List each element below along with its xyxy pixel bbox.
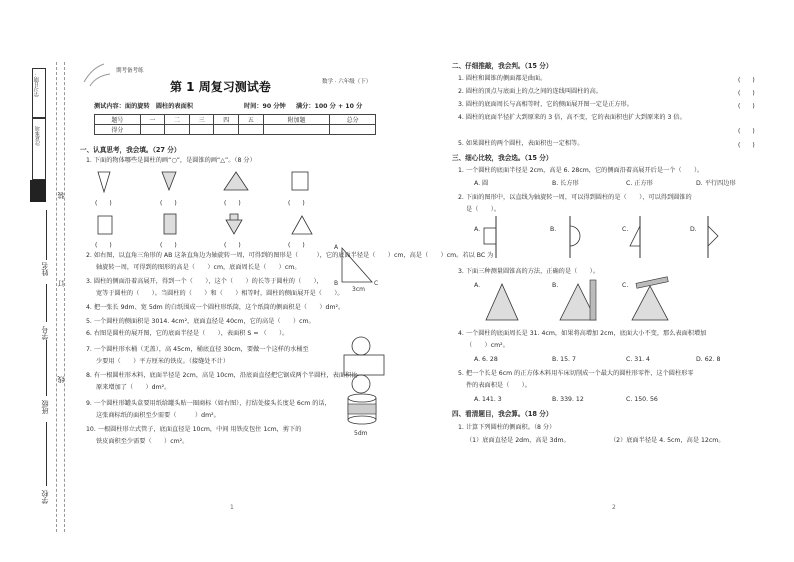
choice-5-opt-b: B. 339. 12	[552, 396, 584, 403]
choice-4-opt-a: A. 6. 28	[474, 356, 498, 363]
fig-label-3cm: 3cm	[352, 286, 365, 293]
judge-1: 1. 圆柱和圆锥的侧面都是曲面。	[458, 75, 547, 82]
q8-line2: 原来增加了（ ）dm²。	[96, 384, 171, 391]
score-cell: 题号	[95, 115, 141, 125]
content-line: 测试内容：面的旋转 圆柱的表面积	[94, 103, 193, 110]
black-tab	[30, 180, 46, 202]
field-school-line[interactable]	[46, 422, 47, 486]
field-id-line[interactable]	[46, 284, 47, 322]
brand-logo	[82, 60, 112, 90]
score-cell: 得分	[95, 125, 141, 135]
q8-line1: 8. 有一根圆柱形木料，底面半径是 2cm，高是 10cm，沿底面直径把它锯成两个半圆柱，表面积比	[86, 372, 358, 379]
field-school: 学校	[41, 490, 49, 504]
full-score-label: 满分：100 分 + 10 分	[296, 103, 363, 110]
score-cell: 附加题	[263, 115, 330, 125]
score-cell: 五	[239, 115, 264, 125]
q1-blank[interactable]: ( )	[95, 200, 112, 207]
q3-line1: 3. 圆柱的侧面沿着高展开，得到一个（ ），这个（ ）的长等于圆柱的（ ），	[86, 278, 323, 285]
opt-c-label: C.	[622, 226, 629, 233]
c3-opt-c: C.	[622, 282, 629, 289]
q6-cylinder-net	[340, 334, 390, 396]
page-title: 第 1 周复习测试卷	[170, 80, 271, 94]
choice-1-opt-d: D. 平行四边形	[696, 180, 736, 187]
cut-mark-2: 订	[57, 280, 65, 287]
score-cell: 四	[214, 115, 239, 125]
q3-line2: 宽等于圆柱的（ ）。当圆柱的（ ）和（ ）相等时，圆柱的侧面展开是（ ）。	[96, 290, 344, 297]
q7-line1: 7. 一个圆柱形水桶（无盖），高 45cm，桶底直径 30cm，要做一个这样的水桶至	[86, 346, 309, 353]
judge-2-blank[interactable]: ( )	[738, 90, 755, 97]
q1-blank[interactable]: ( )	[95, 242, 112, 249]
brand-name: 期考备考练	[116, 68, 144, 74]
choice-5-opt-c: C. 150. 56	[626, 396, 658, 403]
q1-blank[interactable]: ( )	[288, 200, 305, 207]
field-class-line[interactable]	[46, 340, 47, 396]
calc-1b: （2）底面半径是 4. 5cm，高是 12cm。	[610, 437, 725, 444]
q5-text: 5. 一个圆柱的侧面积是 3014. 4cm²，底面直径是 40cm，它的高是（ ）cm。	[86, 318, 315, 325]
choice-1-opt-a: A. 圆	[474, 180, 489, 187]
q7-line2: 少要用（ ）平方厘米的铁皮。（接缝处不计）	[96, 358, 230, 365]
judge-4: 4. 圆柱的底面半径扩大到原来的 3 倍，高不变，它的表面积也扩大到原来的 3 倍。	[458, 114, 686, 121]
q1-blank[interactable]: ( )	[288, 242, 305, 249]
cut-mark-3: 线	[57, 376, 65, 383]
judge-5: 5. 如果圆柱的两个圆柱，表面积也一定相等。	[458, 140, 584, 147]
score-input[interactable]	[165, 125, 190, 135]
choice-4-line1: 4. 一个圆柱的底面周长是 31. 4cm，如果将高增加 2cm，底面大小不变，那么表面积增加	[458, 330, 707, 337]
score-input[interactable]	[263, 125, 330, 135]
judge-3: 3. 圆柱的底面周长与高相等时，它的侧面展开图一定是正方形。	[458, 101, 633, 108]
choice-1-opt-c: C. 正方形	[626, 180, 653, 187]
q10-line1: 10. 一根圆柱形立式管子，底面直径是 10cm，中间 用铁皮包住 1cm，剪下的	[86, 426, 302, 433]
fig-label-b: B	[334, 280, 339, 287]
choice-2-line2: 是（ ）。	[466, 206, 501, 213]
section-4-title: 四、看清题目，我会算。（18 分）	[452, 410, 553, 418]
notes-box-label: 注意事项	[35, 126, 41, 146]
cut-mark-1: 装	[57, 192, 65, 199]
q9-line1: 9. 一个圆柱形罐头盒要用纸给罐头贴一圈商标（如右图），打结处接头长度是 6cm 的话，	[86, 400, 331, 407]
q9-line2: 这张商标纸的面积至少需要（ ）dm²。	[96, 412, 220, 419]
q1-blank[interactable]: ( )	[160, 200, 177, 207]
choice-1-opt-b: B. 长方形	[552, 180, 579, 187]
page-number-left: 1	[230, 504, 234, 511]
score-cell: 三	[189, 115, 214, 125]
choice-2-shapes	[484, 212, 744, 262]
q1-shapes-row1	[96, 168, 336, 196]
score-input[interactable]	[239, 125, 264, 135]
grade-label: 数学 · 六年级（下）	[322, 79, 372, 85]
calc-1: 1. 计算下列圆柱的侧面积。（8 分）	[458, 424, 556, 431]
q1-blank[interactable]: ( )	[224, 242, 241, 249]
q1-text: 1. 下面的物体哪些是圆柱的画“○”，是圆锥的画“△”。（8 分）	[86, 157, 256, 164]
cut-line	[56, 62, 57, 532]
judge-5-blank[interactable]: ( )	[738, 142, 755, 149]
c3-opt-b: B.	[552, 282, 559, 289]
score-input[interactable]	[189, 125, 214, 135]
q4-text: 4. 把一张长 9dm、宽 5dm 的白纸围成一个圆柱形纸筒，这个纸筒的侧面积是（ ）dm²。	[86, 304, 345, 311]
opt-a-label: A.	[474, 226, 481, 233]
choice-2-line1: 2. 下面的图形中，以直线为轴旋转一周，可以得到圆柱的是（ ），可以得到圆锥的	[458, 194, 692, 201]
section-2-title: 二、仔细推敲，我会判。（15 分）	[452, 62, 553, 70]
q1-blank[interactable]: ( )	[160, 242, 177, 249]
score-cell: 二	[165, 115, 190, 125]
score-table	[94, 114, 376, 135]
q10-line2: 铁皮面积至少需要（ ）cm²。	[96, 438, 189, 445]
choice-4-opt-c: C. 31. 4	[626, 356, 650, 363]
q1-shapes-row2	[96, 210, 336, 238]
choice-4-opt-b: B. 15. 7	[552, 356, 576, 363]
judge-2: 2. 圆柱的顶点与底面上的点之间的连线叫圆柱的高。	[458, 88, 602, 95]
fig-label-c: C	[374, 280, 379, 287]
score-cell: 一	[140, 115, 165, 125]
field-class: 班级	[41, 400, 49, 414]
field-id: 学号	[41, 326, 49, 340]
opt-b-label: B.	[550, 226, 557, 233]
section-1-title: 一、认真思考，我会填。（27 分）	[80, 146, 181, 154]
score-input[interactable]	[330, 125, 376, 135]
q9-can-figure	[344, 392, 384, 428]
judge-4-blank[interactable]: ( )	[738, 128, 755, 135]
judge-1-blank[interactable]: ( )	[738, 77, 755, 84]
page-number-right: 2	[612, 504, 616, 511]
section-3-title: 三、细心比较，我会选。（15 分）	[452, 154, 553, 162]
calc-1a: （1）底面直径是 2dm，高是 3dm。	[466, 437, 570, 444]
time-label: 时间：90 分钟	[244, 103, 286, 110]
cut-line-inner	[64, 62, 65, 532]
q6-text: 6. 右图是圆柱的展开图，它的底面半径是（ ），表面积 S = （ ）。	[86, 330, 289, 337]
opt-d-label: D.	[690, 226, 697, 233]
score-cell: 总分	[330, 115, 376, 125]
score-table-header	[95, 115, 376, 125]
q1-blank[interactable]: ( )	[224, 200, 241, 207]
choice-3-cones	[486, 278, 706, 328]
judge-3-blank[interactable]: ( )	[738, 103, 755, 110]
score-input[interactable]	[140, 125, 165, 135]
c3-opt-a: A.	[474, 282, 481, 289]
field-name-line[interactable]	[46, 210, 47, 260]
q2-line2: 轴旋转一周，可得到的图形的高是（ ）cm，底面周长是（ ）cm。	[96, 264, 301, 271]
choice-4-opt-d: D. 62. 8	[696, 356, 721, 363]
date-box-label: 学习日期：	[34, 72, 40, 97]
choice-1: 1. 一个圆柱的底面半径是 2cm，高是 6. 28cm，它的侧面沿着高展开后是一个（ ）。	[458, 167, 704, 174]
choice-3: 3. 下面三种测量圆锥高的方法，正确的是（ ）。	[458, 268, 599, 275]
field-name: 姓名	[41, 262, 49, 276]
choice-5-line1: 5. 把一个长是 6cm 的正方体木料用车床切削成一个最大的圆柱形零件，这个圆柱形零	[458, 370, 694, 377]
fig-label-a: A	[334, 244, 339, 251]
score-table-row	[95, 125, 376, 135]
choice-5-opt-a: A. 141. 3	[474, 396, 502, 403]
fig-label-5dm: 5dm	[354, 430, 368, 437]
q2-line1: 2. 如右图，以直角三角形的 AB 这条直角边为轴旋转一周，可得到的图形是（ ），它的底面半径是（ ）cm，高是（ ）cm。若以 BC 为	[86, 252, 494, 259]
score-input[interactable]	[214, 125, 239, 135]
choice-4-line2: （ ）cm²。	[466, 342, 509, 349]
choice-5-line2: 件的表面积是（ ）。	[466, 382, 531, 389]
